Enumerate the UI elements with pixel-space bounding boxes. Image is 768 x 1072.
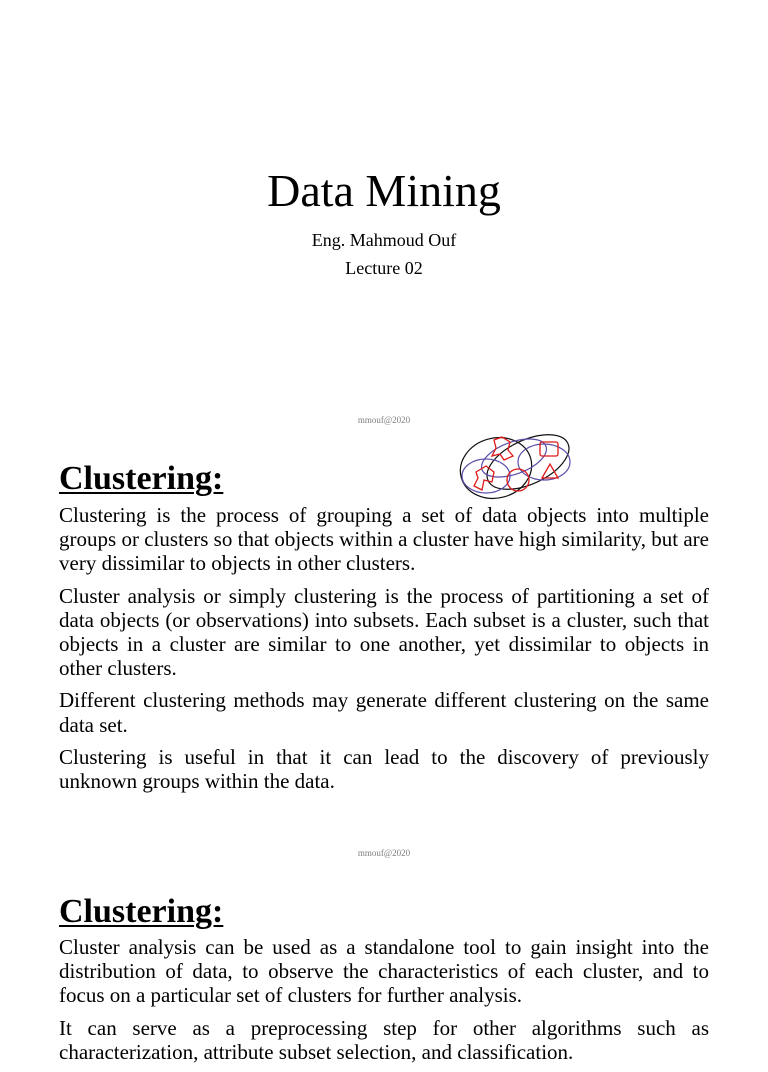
slide-body [59,935,709,1072]
document-title: Data Mining [267,165,501,216]
slide-footer: mmouf@2020 [357,415,411,425]
paragraph: Different clustering methods may generate different clustering on the same data set. [59,688,709,737]
cluster-diagram-icon [456,428,578,504]
section-heading: Clustering: [59,893,224,930]
paragraph: Cluster analysis can be used as a standalone tool to gain insight into the distribution of data, to observe the characteristics of each cluster, and to focus on a particular set of clusters for further analysis. [59,935,709,1008]
paragraph: It can serve as a preprocessing step for other algorithms such as characterization, attribute subset selection, and classification. [59,1015,709,1064]
slide-body [59,503,709,801]
slide-footer: mmouf@2020 [357,848,411,858]
author-name: Eng. Mahmoud Ouf [311,230,457,250]
paragraph: Clustering is useful in that it can lead to the discovery of previously unknown groups within the data. [59,744,709,794]
section-heading: Clustering: [59,460,224,497]
paragraph: Cluster analysis or simply clustering is the process of partitioning a set of data objects (or observations) into subsets. Each subset is a cluster, such that objects in a cluster are similar to one another, yet dissimilar to objects in other clusters. [59,583,709,681]
lecture-number: Lecture 02 [345,258,423,278]
paragraph: Clustering is the process of grouping a set of data objects into multiple groups or clusters so that objects within a cluster have high similarity, but are very dissimilar to objects in other clusters. [59,503,709,576]
